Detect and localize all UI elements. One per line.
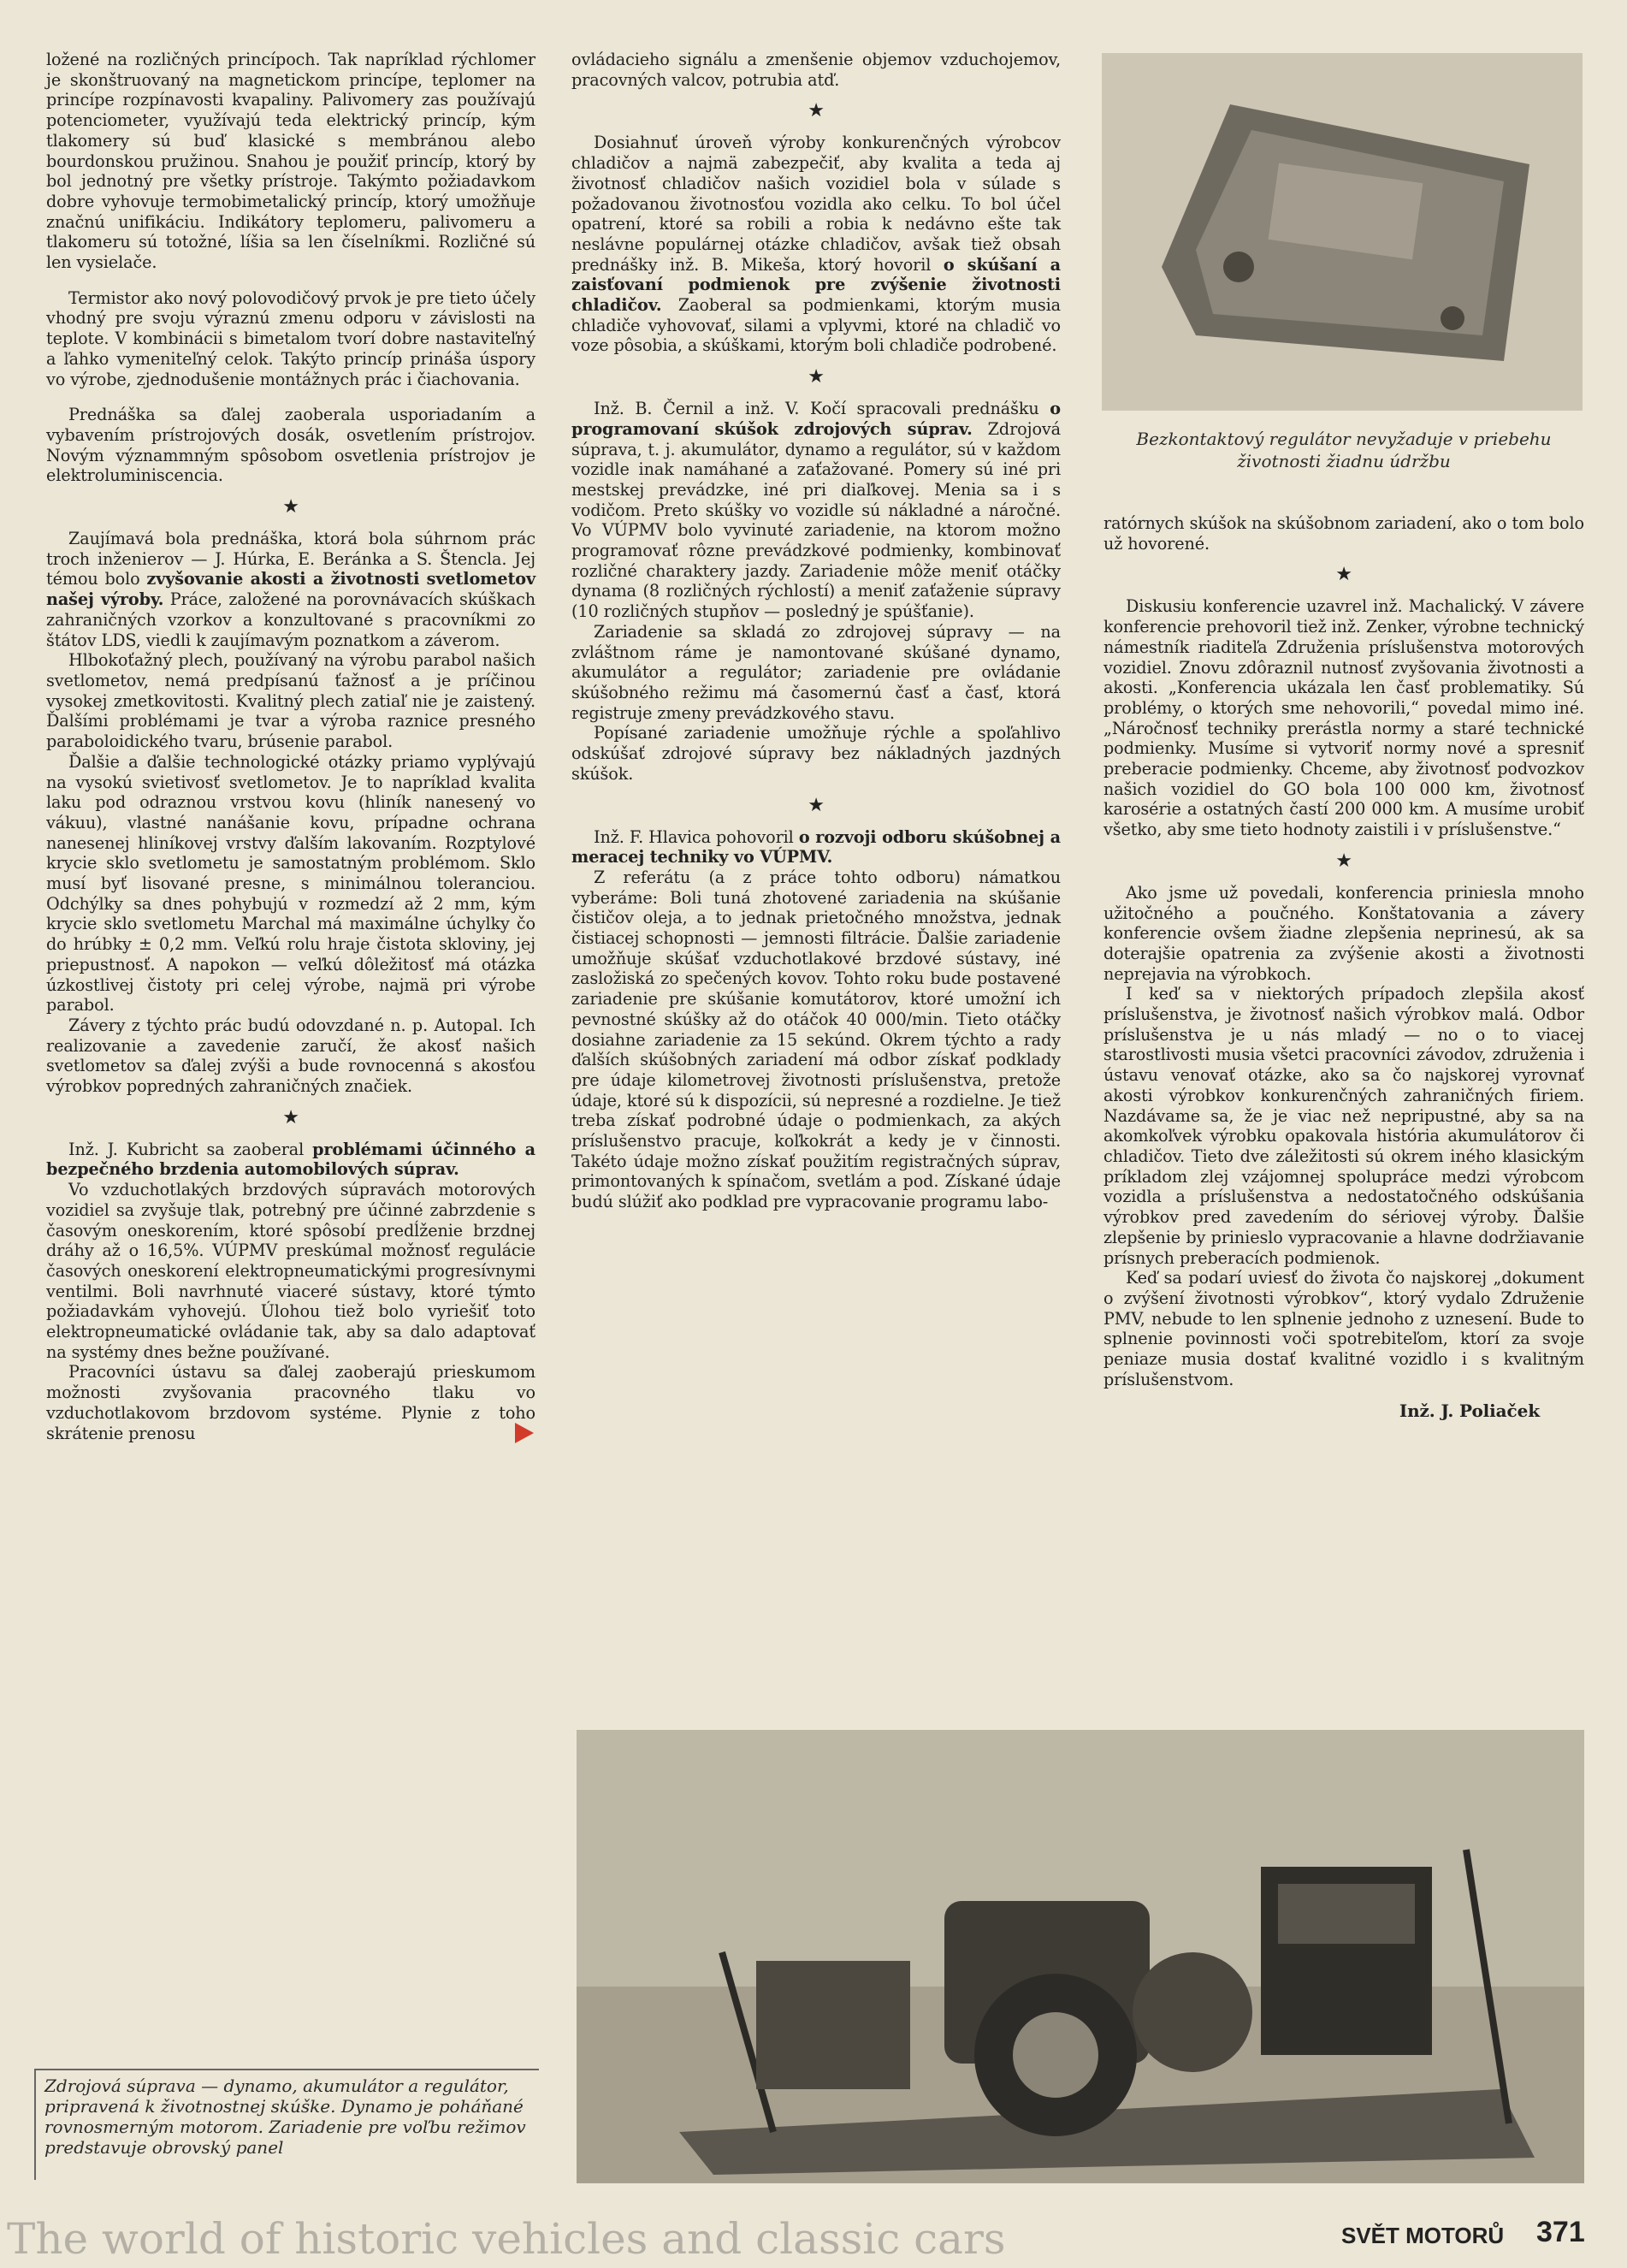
continuation-arrow-icon: [515, 1423, 534, 1443]
paragraph: Z referátu (a z práce tohto odboru) námatkou vyberáme: Boli tuná zhotovené zariadenia na skúšanie čističov oleja, a to jednak prietočného množstva, jednak čistiacej schopnosti — jemnosti filtrácie. Ďalšie zariadenie umožňuje skúšať vzduchotlakové brzdové sústavy, iné zasložiská zo spečených kovov. Tohto roku bude postavené zariadenie pre skúšanie komutátorov, ktoré umožní ich pevnostné skúšky až do otáčok 40 000/min. Tieto otáčky dosiahne zariadenie za 15 sekúnd. Okrem týchto a rady ďalších skúšobných zariadení má odbor získať podklady pre údaje kilometrovej životnosti príslušenstva, pretože údaje, ktoré sú k dispozícii, sú nepresné a rozdielne. Je tiež treba získať podrobné údaje o podmienkach, za akých príslušenstvo pracuje, koľkokrát a kedy je v činnosti. Takéto údaje možno získať použitím registračných súprav, primontovaných k spínačom, svetlám a pod. Získané údaje budú slúžiť ako podklad pre vypracovanie programu labo-: [571, 867, 1061, 1212]
paragraph: Inž. B. Černil a inž. V. Kočí spracovali prednášku o programovaní skúšok zdrojových súprav. Zdrojová súprava, t. j. akumulátor, dynamo a regulátor, sú v každom vozidle inak namáhané a zaťažované. Pomery sú iné pri mestskej prevádzke, iné pri diaľkovej. Menia sa i s vodičom. Preto skúšky vo vozidle sú nákladné a náročné. Vo VÚPMV bolo vyvinuté zariadenie, na ktorom možno programovať rôzne prevádzkové podmienky, kombinovať rozličné charaktery jazdy. Zariadenie môže meniť otáčky dynama (8 rozličných rýchlostí) a meniť zaťaženie súpravy (10 rozličných stupňov — posledný je spúšťanie).: [571, 399, 1061, 622]
paragraph: Pracovníci ústavu sa ďalej zaoberajú prieskumom možnosti zvyšovania pracovného tlaku vo vzduchotlakovom brzdovom systéme. Plynie z toho skrátenie prenosu: [46, 1362, 535, 1443]
paragraph: Termistor ako nový polovodičový prvok je pre tieto účely vhodný pre svoju výraznú zmenu odporu v závislosti na teplote. V kombinácii s bimetalom tvorí dobre nastaviteľný a ľahko vymeniteľný celok. Takýto princíp prináša úspory vo výrobe, zjednodušenie montážnych prác i čiachovania.: [46, 287, 535, 389]
author-signature: Inž. J. Poliaček: [1399, 1400, 1540, 1422]
column-1: [46, 50, 535, 1443]
star-separator: ★: [808, 100, 825, 122]
paragraph: I keď sa v niektorých prípadoch zlepšila akosť príslušenstva, je životnosť našich výrobkov malá. Odbor príslušenstva je u nás mladý — no o to viacej starostlivosti musia všetci pracovníci závodov, združenia i ústavu venovať otázke, ako sa čo najskorej vyrovnať akosti výrobkov konkurenčných zahraničných firiem. Nazdávame sa, že je viac než nepripustné, aby sa na akomkoľvek výrobku opakovala história akumulátorov či chladičov. Tieto dve záležitosti sú okrem iného klasickým príkladom zlej vzájomnej spolupráce medzi výrobcom vozidla a príslušenstva a nedostatočného odskúšania výrobkov pred zavedením do sériovej výroby. Ďalšie zlepšenie by prinieslo vypracovanie a hlavne dodržiavanie prísnych preberacích podmienok.: [1103, 984, 1584, 1268]
star-separator: ★: [1335, 564, 1352, 586]
star-separator: ★: [282, 1106, 299, 1128]
paragraph: Zariadenie sa skladá zo zdrojovej súpravy — na zvláštnom ráme je namontované skúšané dynamo, akumulátor a regulátor; zariadenie pre ovládanie skúšobného režimu má časomernú časť a časť, ktorá registruje zmeny prevádzkového stavu.: [571, 621, 1061, 723]
paragraph: Vo vzduchotlakých brzdových súpravách motorových vozidiel sa zvyšuje tlak, potrebný pre účinné zabrzdenie s časovým oneskorením, ktoré spôsobí predĺženie brzdnej dráhy až o 16,5%. VÚPMV preskúmal možnosť regulácie časových oneskorení elektropneumatickými progresívnymi ventilmi. Boli navrhnuté viaceré sústavy, ktoré týmto požiadavkám vyhovejú. Úlohou tiež bolo vyriešiť toto elektropneumatické ovládanie tak, aby sa dalo adaptovať na systémy dnes bežne používané.: [46, 1180, 535, 1362]
magazine-title: SVĚT MOTORŮ: [1341, 2223, 1505, 2248]
paragraph: Keď sa podarí uviesť do života čo najskorej „dokument o zvýšení životnosti výrobkov“, ktorý vydalo Združenie PMV, nebude to len splnenie jednoho z uznesení. Bude to splnenie povinnosti voči spotrebiteľom, ktorí za svoje peniaze musia dostať kvalitné vozidlo i s kvalitným príslušenstvom.: [1103, 1268, 1584, 1389]
page-number: 371: [1536, 2216, 1585, 2248]
paragraph: Inž. J. Kubricht sa zaoberal problémami účinného a bezpečného brzdenia automobilových súprav.: [46, 1139, 535, 1180]
paragraph: Inž. F. Hlavica pohovoril o rozvoji odboru skúšobnej a meracej techniky vo VÚPMV.: [571, 826, 1061, 868]
watermark-text: The world of historic vehicles and classic cars: [7, 2214, 1006, 2264]
photo-caption-test-rig: Zdrojová súprava — dynamo, akumulátor a regulátor, pripravená k životnostnej skúške. Dynamo je poháňané rovnosmerným motorom. Zariadenie pre voľbu režimov predstavuje obrovský panel: [34, 2069, 539, 2180]
paragraph: Dosiahnuť úroveň výroby konkurenčných výrobcov chladičov a najmä zabezpečiť, aby kvalita a teda aj životnosť chladičov našich vozidiel bola v súlade s požadovanou životnosťou vozidla ako celku. To bol účel opatrení, ktoré sa robili a robia k nedávno ešte tak neslávne populárnej otázke chladičov, avšak tiež obsah prednášky inž. B. Mikeša, ktorý hovoril o skúšaní a zaisťovaní podmienok pre zvýšenie životnosti chladičov. Zaoberal sa podmienkami, ktorým musia chladiče vyhovovať, silami a vplyvmi, ktoré na chladič vo voze pôsobia, a skúškami, ktorým boli chladiče podrobené.: [571, 133, 1062, 356]
column-3: [1103, 513, 1584, 1422]
paragraph: Závery z týchto prác budú odovzdané n. p. Autopal. Ich realizovanie a zavedenie zaručí, že akosť našich svetlometov sa ďalej zvýši a bude rovnocenná s akosťou výrobkov popredných zahraničných značiek.: [46, 1015, 535, 1097]
paragraph: ložené na rozličných princípoch. Tak napríklad rýchlomer je skonštruovaný na magnetickom princípe, teplomer na princípe rozpínavosti kvapaliny. Palivomery zas používajú potenciometer, využívajú teda elektrický princíp, kým tlakomery sú buď klasické s membránou alebo bourdonskou pružinou. Snahou je použiť princíp, ktorý by bol jednotný pre všetky prístroje. Takýmto požiadavkom dobre vyhovuje termobimetalický princíp, ktorý umožňuje značnú unifikáciu. Indikátory teplomeru, palivomeru a tlakomeru sú totožné, líšia sa len číselníkmi. Rozličné sú len vysielače.: [46, 50, 535, 273]
star-separator: ★: [808, 794, 825, 816]
power-supply-test-rig-photo: [577, 1730, 1584, 2183]
paragraph: Ďalšie a ďalšie technologické otázky priamo vyplývajú na vysokú svietivosť svetlometov. Je to napríklad kvalita laku pod odraznou vrstvou kovu (hliník nanesený vo vákuu), vlastné nanášanie kovu, prípadne ochrana nanesenej hliníkovej vrstvy ďalším lakovaním. Rozptylové krycie sklo svetlometu je samostatným problémom. Sklo musí byť lisované presne, s minimálnou toleranciou. Odchýlky sa dnes pohybujú v rozmedzí až 2 mm, kým krycie sklo svetlometu Marchal má maximálne úchylky čo do hrúbky ± 0,2 mm. Veľkú rolu hraje čistota skloviny, jej priepustnosť. A napokon — veľkú dôležitosť má otázka úzkostlivej čistoty pri celej výrobe, najmä pri výrobe parabol.: [46, 751, 535, 1016]
regulator-illustration: [1102, 53, 1583, 411]
photo-caption-regulator: Bezkontaktový regulátor nevyžaduje v priebehu životnosti žiadnu údržbu: [1136, 429, 1552, 471]
paragraph: Popísané zariadenie umožňuje rýchle a spoľahlivo odskúšať zdrojové súpravy bez nákladných jazdných skúšok.: [571, 723, 1061, 784]
paragraph: Ako jsme už povedali, konferencia priniesla mnoho užitočného a poučného. Konštatovania a závery konferencie ovšem žiadne zlepšenia neprinesú, ak sa doterajšie opatrenia za zvýšenie akosti a životnosti neprejavia na výrobkoch.: [1103, 882, 1584, 984]
column-2: [571, 50, 1061, 1212]
paragraph: Diskusiu konferencie uzavrel inž. Machalický. V závere konferencie prehovoril tiež inž. Zenker, výrobne technický námestník riaditeľa Združenia príslušenstva motorových vozidiel. Znovu zdôraznil nutnosť zvyšovania životnosti a akosti. „Konferencia ukázala len časť problematiky. Sú problémy, o ktorých sme nehovorili,“ povedal mimo iné. „Náročnosť techniky prerástla normy a staré technické podmienky. Musíme si vytvoriť normy nové a spresniť preberacie podmienky. Chceme, aby životnosť podvozkov našich vozidiel do GO bola 100 000 km, životnosť karosérie a ostatných častí 200 000 km. A musíme urobiť všetko, aby sme tieto hodnoty zaistili i v príslušenstve.“: [1103, 596, 1584, 840]
star-separator: ★: [1335, 850, 1352, 872]
star-separator: ★: [282, 496, 299, 518]
star-separator: ★: [808, 366, 825, 388]
paragraph: ovládacieho signálu a zmenšenie objemov vzduchojemov, pracovných valcov, potrubia atď.: [571, 50, 1061, 90]
regulator-photo: [1102, 53, 1583, 411]
paragraph: Zaujímavá bola prednáška, ktorá bola súhrnom prác troch inženierov — J. Húrka, E. Beránka a S. Štencla. Jej témou bolo zvyšovanie akosti a životnosti svetlometov našej výroby. Práce, založené na porovnávacích skúškach zahraničných vzorkov a konzultované s pracovníkmi zo štátov LDS, viedli k zaujímavým poznatkom a záverom.: [46, 529, 535, 650]
paragraph: ratórnych skúšok na skúšobnom zariadení, ako o tom bolo už hovorené.: [1103, 513, 1584, 554]
test-rig-illustration: [577, 1730, 1584, 2183]
paragraph: Hlbokoťažný plech, používaný na výrobu parabol našich svetlometov, nemá predpísanú ťažnosť a je príčinou vysokej zmetkovitosti. Kvalitný plech zatiaľ nie je zaistený. Ďalšími problémami je tvar a výroba raznice presného paraboloidického tvaru, brúsenie parabol.: [46, 650, 535, 752]
paragraph: Prednáška sa ďalej zaoberala usporiadaním a vybavením prístrojových dosák, osvetlením prístrojov. Novým význammným spôsobom osvetlenia prístrojov je elektroluminiscencia.: [46, 405, 535, 486]
